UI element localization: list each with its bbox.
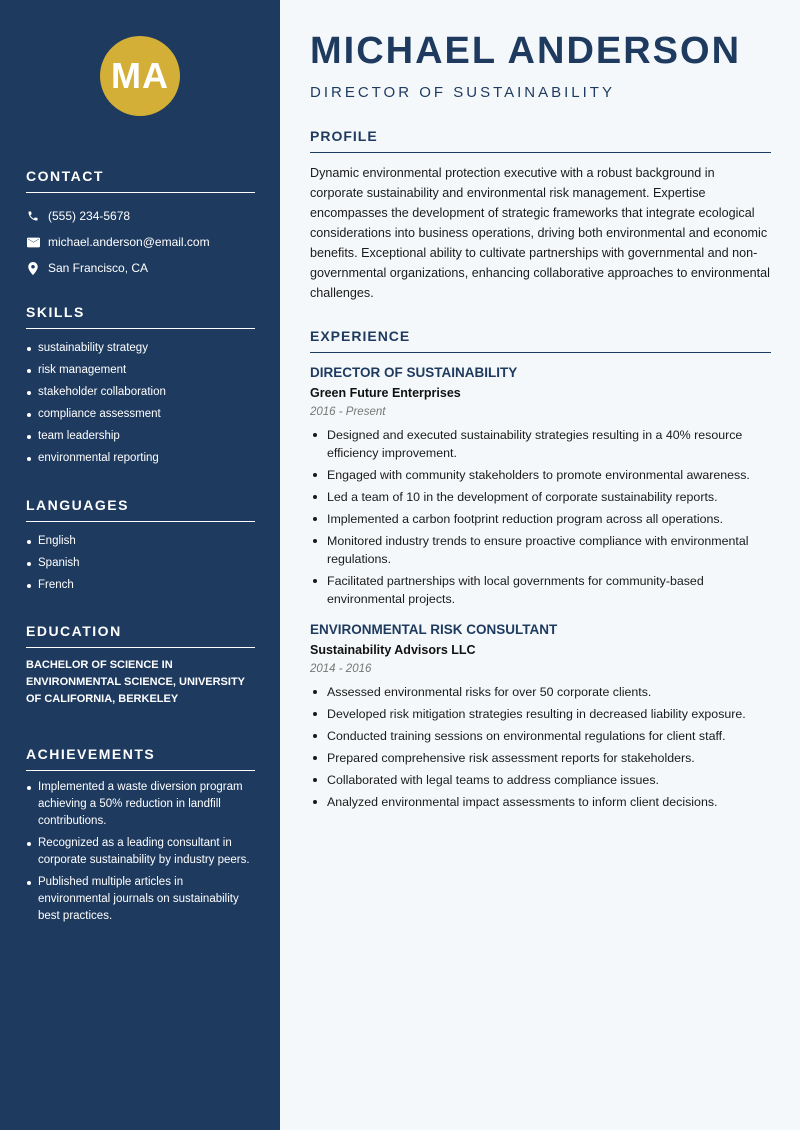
email-text: michael.anderson@email.com	[48, 235, 210, 249]
education-section	[26, 623, 255, 708]
sidebar	[0, 0, 280, 1130]
achievements-section	[26, 746, 255, 930]
phone-text: (555) 234-5678	[48, 209, 131, 223]
skill-item: team leadership	[26, 425, 255, 447]
contact-list	[26, 203, 255, 281]
experience-heading: EXPERIENCE	[310, 328, 771, 353]
skills-list	[26, 337, 255, 469]
skill-item: environmental reporting	[26, 447, 255, 469]
job-bullet: Designed and executed sustainability strategies resulting in a 40% resource efficiency improvement.	[310, 426, 771, 462]
job-bullet: Prepared comprehensive risk assessment reports for stakeholders.	[310, 749, 771, 767]
achievement-item: Published multiple articles in environmental journals on sustainability best practices.	[26, 874, 255, 925]
skills-section	[26, 304, 255, 469]
candidate-title: DIRECTOR OF SUSTAINABILITY	[310, 84, 615, 101]
location-text: San Francisco, CA	[48, 261, 149, 275]
skill-item: risk management	[26, 359, 255, 381]
job-role: DIRECTOR OF SUSTAINABILITY	[310, 365, 518, 380]
contact-location	[26, 255, 255, 281]
job-bullets	[310, 683, 771, 811]
job-entry	[310, 365, 771, 608]
location-pin-icon	[26, 261, 40, 275]
contact-phone	[26, 203, 255, 229]
education-heading: EDUCATION	[26, 623, 255, 648]
profile-heading: PROFILE	[310, 128, 771, 153]
job-bullet: Implemented a carbon footprint reduction program across all operations.	[310, 510, 771, 528]
languages-heading: LANGUAGES	[26, 497, 255, 522]
profile-text: Dynamic environmental protection executive with a robust background in corporate sustainability and environmental risk management. Expertise encompasses the development of strategic frameworks that integrate ecological considerations into business operations, driving both environmental and economic benefits. Exceptional ability to cultivate partnerships with governmental and non-governmental organizations, enhancing collaborative approaches to environmental challenges.	[310, 166, 770, 300]
job-bullet: Developed risk mitigation strategies resulting in decreased liability exposure.	[310, 705, 771, 723]
candidate-name: MICHAEL ANDERSON	[310, 30, 742, 72]
job-bullet: Assessed environmental risks for over 50 corporate clients.	[310, 683, 771, 701]
language-item: French	[26, 574, 255, 596]
experience-section	[310, 328, 771, 815]
languages-section	[26, 497, 255, 596]
skills-heading: SKILLS	[26, 304, 255, 329]
job-bullet: Monitored industry trends to ensure proactive compliance with environmental regulations.	[310, 532, 771, 568]
job-bullet: Conducted training sessions on environmental regulations for client staff.	[310, 727, 771, 745]
job-entry	[310, 622, 771, 811]
main-content	[280, 0, 800, 1130]
job-dates: 2016 - Present	[310, 406, 386, 418]
job-bullet: Facilitated partnerships with local governments for community-based environmental projects.	[310, 572, 771, 608]
achievements-list	[26, 779, 255, 925]
language-item: English	[26, 530, 255, 552]
phone-icon	[26, 209, 40, 223]
job-bullet: Engaged with community stakeholders to promote environmental awareness.	[310, 466, 771, 484]
job-bullet: Collaborated with legal teams to address compliance issues.	[310, 771, 771, 789]
contact-email	[26, 229, 255, 255]
job-bullets	[310, 426, 771, 608]
email-icon	[26, 235, 40, 249]
achievement-item: Recognized as a leading consultant in corporate sustainability by industry peers.	[26, 835, 255, 869]
achievement-item: Implemented a waste diversion program achieving a 50% reduction in landfill contributions.	[26, 779, 255, 830]
job-bullet: Analyzed environmental impact assessments to inform client decisions.	[310, 793, 771, 811]
profile-section	[310, 128, 771, 303]
job-company: Sustainability Advisors LLC	[310, 643, 476, 657]
job-company: Green Future Enterprises	[310, 386, 461, 400]
skill-item: stakeholder collaboration	[26, 381, 255, 403]
achievements-heading: ACHIEVEMENTS	[26, 746, 255, 771]
contact-section	[26, 168, 255, 281]
job-role: ENVIRONMENTAL RISK CONSULTANT	[310, 622, 558, 637]
skill-item: compliance assessment	[26, 403, 255, 425]
avatar-initials: MA	[100, 36, 180, 116]
job-bullet: Led a team of 10 in the development of corporate sustainability reports.	[310, 488, 771, 506]
job-dates: 2014 - 2016	[310, 663, 372, 675]
language-item: Spanish	[26, 552, 255, 574]
contact-heading: CONTACT	[26, 168, 255, 193]
education-degree: BACHELOR OF SCIENCE IN ENVIRONMENTAL SCIENCE, UNIVERSITY OF CALIFORNIA, BERKELEY	[26, 659, 245, 705]
languages-list	[26, 530, 255, 596]
skill-item: sustainability strategy	[26, 337, 255, 359]
